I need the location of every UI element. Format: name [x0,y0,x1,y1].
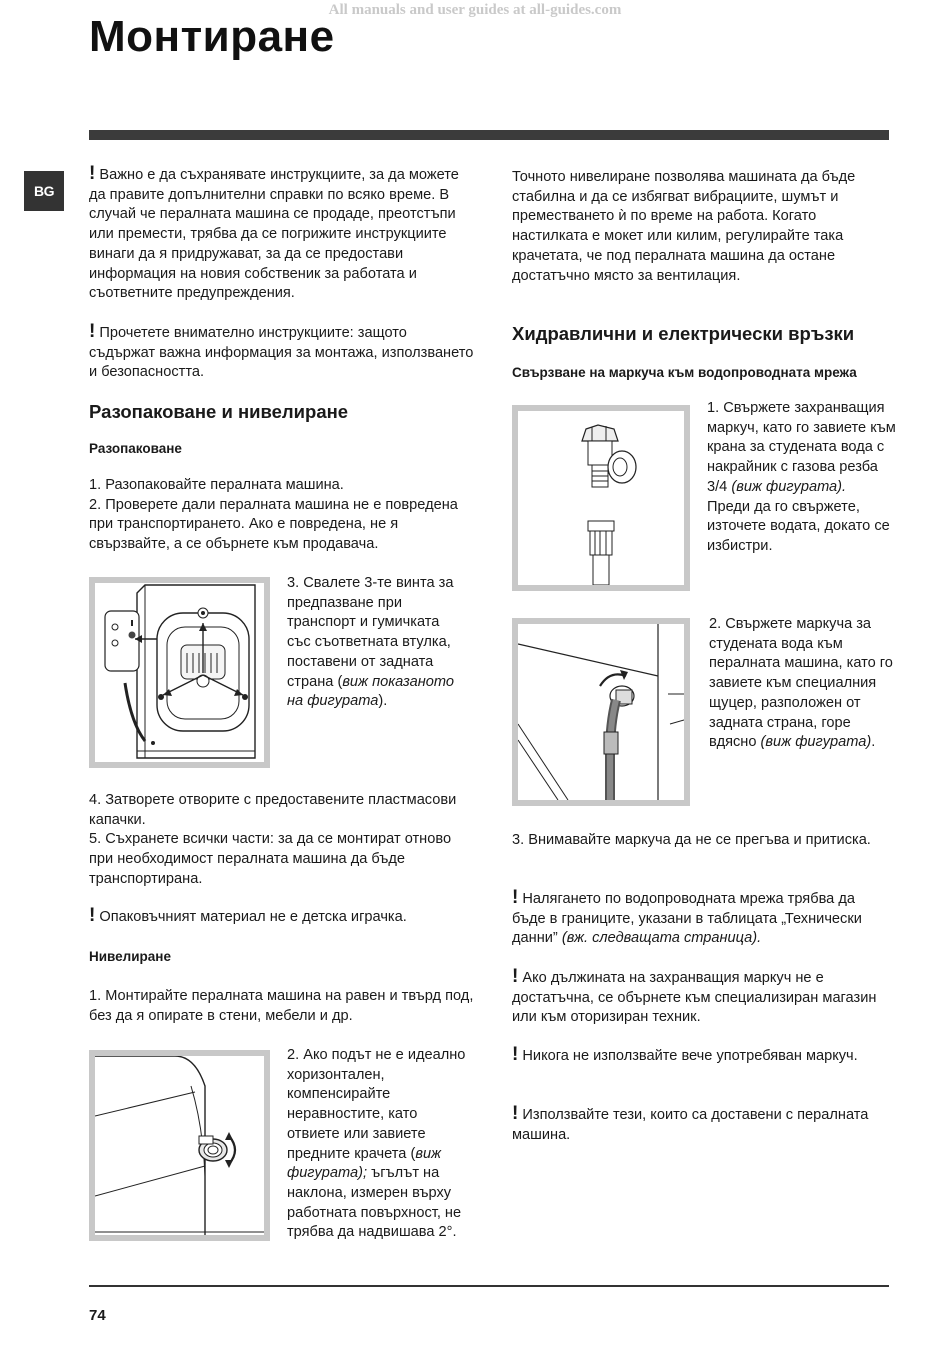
length-warning: ! Ако дължината на захранващия маркуч не е достатъчна, се обърнете към специализиран магазин или към оторизиран техник. [512,966,877,1026]
leveling-foot-figure [89,1050,270,1241]
hose-step-1: 1. Свържете захранващия маркуч, като го завиете към крана за студената вода с накрайник с газова резба 3/4 (виж фигурата). Преди да го свържете, източете водата, докато се избистри. [707,400,896,554]
title-rule [89,130,889,140]
hose-step-3: 3. Внимавайте маркуча да не се прегъва и притиска. [512,832,871,848]
unpack-steps-4-5 [89,791,474,890]
subheading-hose: Свързване на маркуча към водопроводната мрежа [512,365,857,380]
exclamation-icon: ! [512,887,519,908]
unpack-step-3: 3. Свалете 3-те винта за предпазване при транспорт и гумичката със съответната втулка, поставени от задната страна (виж показаното на фигурата). [287,575,454,710]
page-title: Монтиране [89,12,335,61]
exclamation-icon: ! [89,905,96,926]
section-heading-connections: Хидравлични и електрически връзки [512,323,855,344]
unpack-step-1: 1. Разопаковайте пералната машина. [89,477,344,493]
unpack-steps-1-2 [89,476,474,555]
water-tap-figure [512,405,690,591]
footer-rule [89,1285,889,1287]
level-step-1: 1. Монтирайте пералната машина на равен и твърд под, без да я опирате в стени, мебели и др. [89,988,474,1024]
section-heading-unpacking-leveling: Разопаковане и нивелиране [89,401,349,422]
exclamation-icon: ! [512,966,519,987]
supplied-warning: ! Използвайте тези, които са доставени с пералната машина. [512,1103,869,1143]
watermark: All manuals and user guides at all-guides.com [328,2,622,18]
unpack-step-2: 2. Проверете дали пералната машина не е повредена при транспортирането. Ако е повредена, не я свързвайте, а се обърнете към продавача. [89,496,458,553]
pressure-warning: ! Налягането по водопроводната мрежа трябва да бъде в границите, указани в таблицата „Технически данни” (вж. следващата страница). [512,887,862,947]
hose-connection-figure [512,618,690,806]
used-hose-warning: ! Никога не използвайте вече употребяван маркуч. [512,1044,858,1065]
level-step-2: 2. Ако подът не е идеално хоризонтален, компенсирайте неравностите, като отвиете или завиете предните крачета (виж фигурата); ъгълът на наклона, измерен върху работната повърхност, не трябва да надвишава 2°. [287,1047,466,1241]
leveling-paragraph: Точното нивелиране позволява машината да бъде стабилна и да се избягват вибрациите, шумът и преместването ѝ по време на работа. Когато настилката е мокет или килим, регулирайте така крачетата, че под пералната машина да остане достатъчно място за вентилация. [512,169,856,284]
page-number: 74 [89,1307,106,1324]
exclamation-icon: ! [512,1103,519,1124]
exclamation-icon: ! [89,321,96,342]
subheading-unpacking: Разопаковане [89,441,182,456]
transport-bolts-figure [89,577,270,768]
exclamation-icon: ! [512,1044,519,1065]
unpack-step-4: 4. Затворете отворите с предоставените пластмасови капачки. [89,792,457,828]
exclamation-icon: ! [89,163,96,184]
intro-warning-1: ! Важно е да съхранявате инструкциите, за да можете да правите допълнителни справки по всяко време. В случай че пералната машина се продаде, преотстъпи или премести, трябва да се погрижите инструкциите винаги да я придружават, за да се предостави информация на новия собственик за работата и съответните предупреждения. [89,163,459,302]
unpack-step-5: 5. Съхранете всички части: за да се монтират отново при необходимост пералната машина да бъде транспортирана. [89,831,452,887]
intro-warning-2: ! Прочетете внимателно инструкциите: защото съдържат важна информация за монтажа, използването и безопасността. [89,321,474,381]
packaging-warning: ! Опаковъчният материал не е детска играчка. [89,905,407,926]
hose-step-2: 2. Свържете маркуча за студената вода към пералната машина, като го завиете към специалния щуцер, разположен от задната страна, горе вдясно (виж фигурата). [709,616,893,751]
subheading-leveling: Нивелиране [89,949,171,964]
language-tab: BG [24,171,64,211]
